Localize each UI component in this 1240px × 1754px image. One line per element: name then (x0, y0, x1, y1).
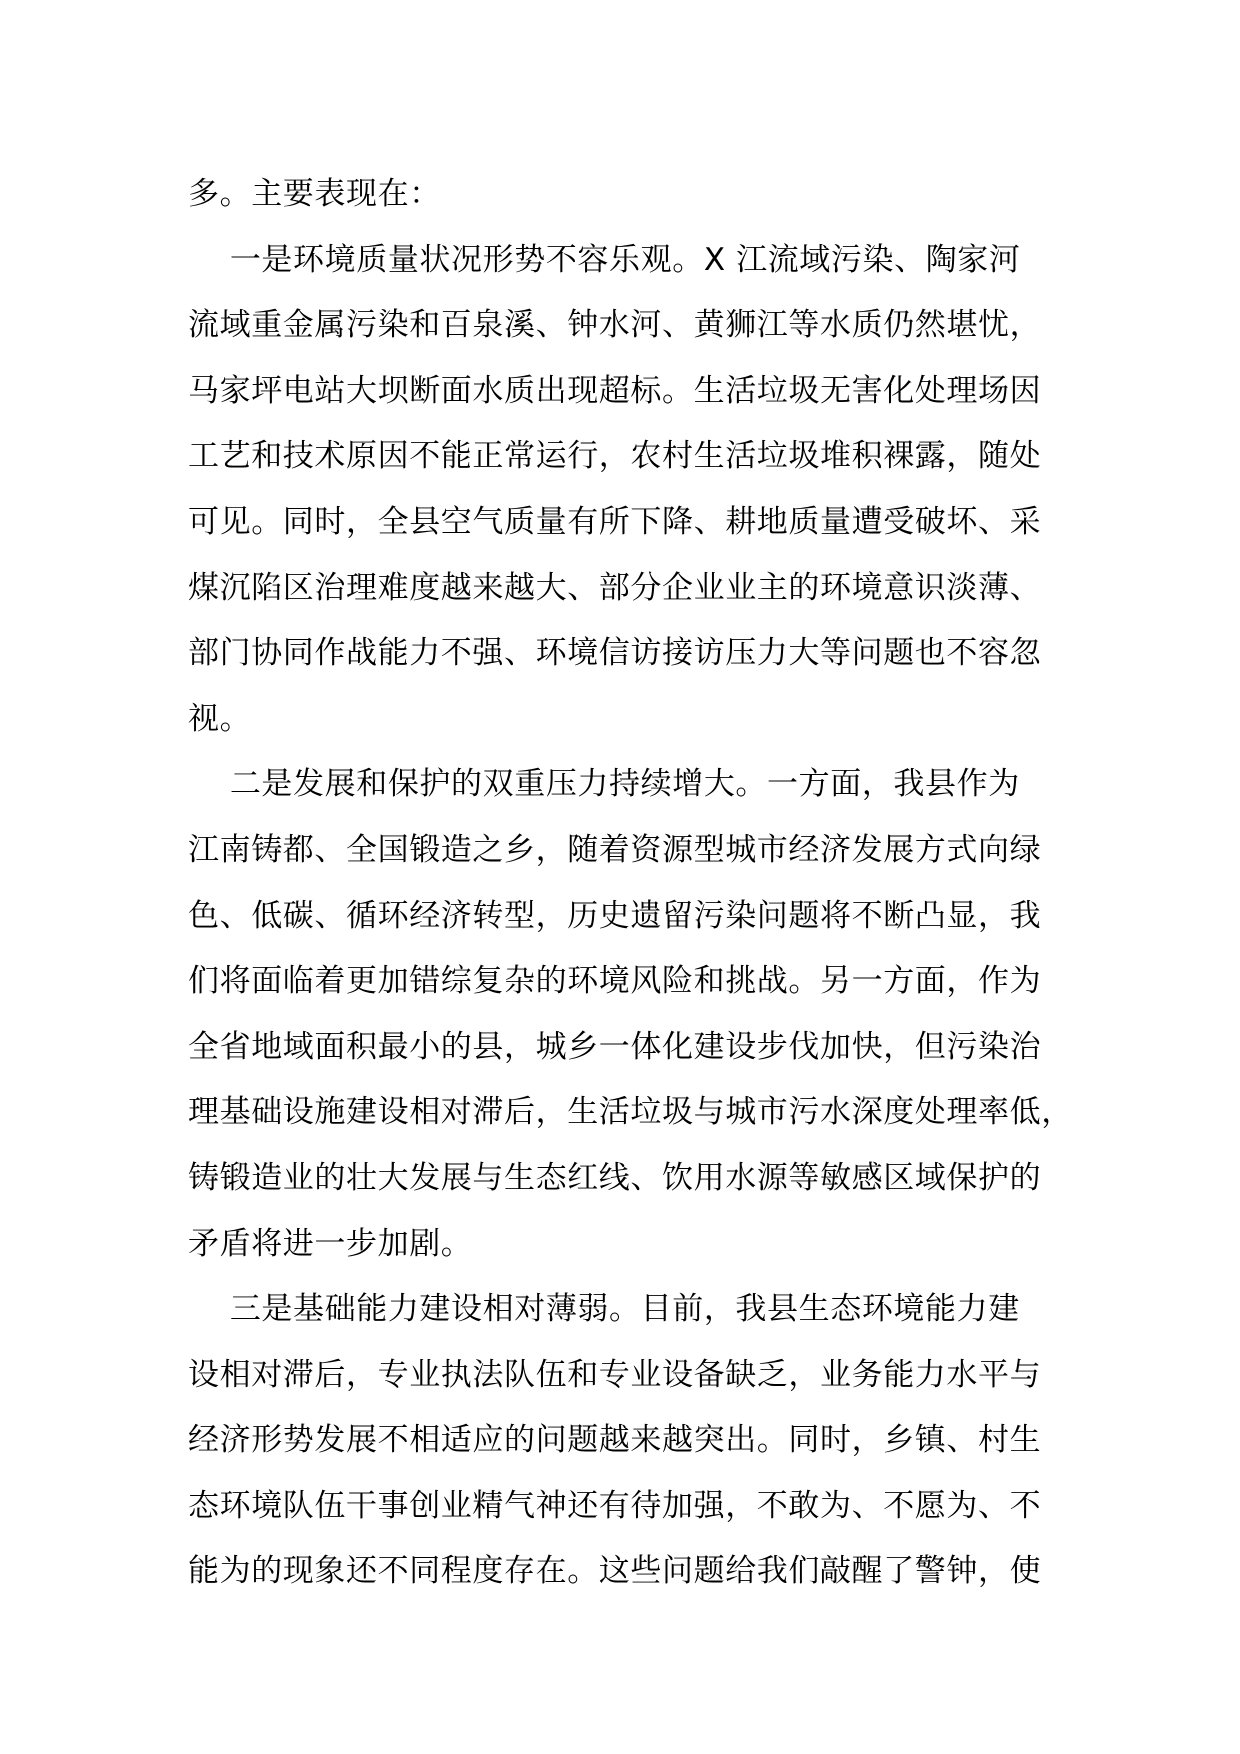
text-line: 马家坪电站大坝断面水质出现超标。生活垃圾无害化处理场因 (188, 372, 1042, 409)
text-line: 视。 (188, 700, 252, 737)
text-line: 能为的现象还不同程度存在。这些问题给我们敲醒了警钟，使 (188, 1553, 1042, 1590)
text-line: 二是发展和保护的双重压力持续增大。一方面，我县作为 (188, 766, 1020, 803)
text-line: 色、低碳、循环经济转型，历史遗留污染问题将不断凸显，我 (188, 897, 1042, 934)
text-line: 可见。同时，全县空气质量有所下降、耕地质量遭受破坏、采 (188, 503, 1042, 540)
text-line: 矛盾将进一步加剧。 (188, 1225, 473, 1262)
text-line: 工艺和技术原因不能正常运行，农村生活垃圾堆积裸露，随处 (188, 438, 1042, 475)
text-line: 们将面临着更加错综复杂的环境风险和挑战。另一方面，作为 (188, 963, 1042, 1000)
text-line: 多。主要表现在： (188, 176, 441, 212)
text-line: 全省地域面积最小的县，城乡一体化建设步伐加快，但污染治 (188, 1028, 1042, 1065)
body-text (188, 162, 1188, 1605)
text-line: 一是环境质量状况形势不容乐观。X 江流域污染、陶家河 (188, 241, 1021, 278)
text-line: 江南铸都、全国锻造之乡，随着资源型城市经济发展方式向绿 (188, 831, 1042, 868)
text-line: 部门协同作战能力不强、环境信访接访压力大等问题也不容忽 (188, 635, 1042, 672)
text-line: 煤沉陷区治理难度越来越大、部分企业业主的环境意识淡薄、 (188, 569, 1042, 606)
text-line: 理基础设施建设相对滞后，生活垃圾与城市污水深度处理率低， (188, 1094, 1073, 1131)
text-line: 铸锻造业的壮大发展与生态红线、饮用水源等敏感区域保护的 (188, 1159, 1042, 1196)
text-line: 三是基础能力建设相对薄弱。目前，我县生态环境能力建 (188, 1291, 1020, 1328)
text-line: 流域重金属污染和百泉溪、钟水河、黄狮江等水质仍然堪忧， (188, 307, 1042, 344)
text-line: 态环境队伍干事创业精气神还有待加强，不敢为、不愿为、不 (188, 1487, 1042, 1524)
text-line: 设相对滞后，专业执法队伍和专业设备缺乏，业务能力水平与 (188, 1356, 1042, 1393)
text-line: 经济形势发展不相适应的问题越来越突出。同时，乡镇、村生 (188, 1422, 1042, 1459)
